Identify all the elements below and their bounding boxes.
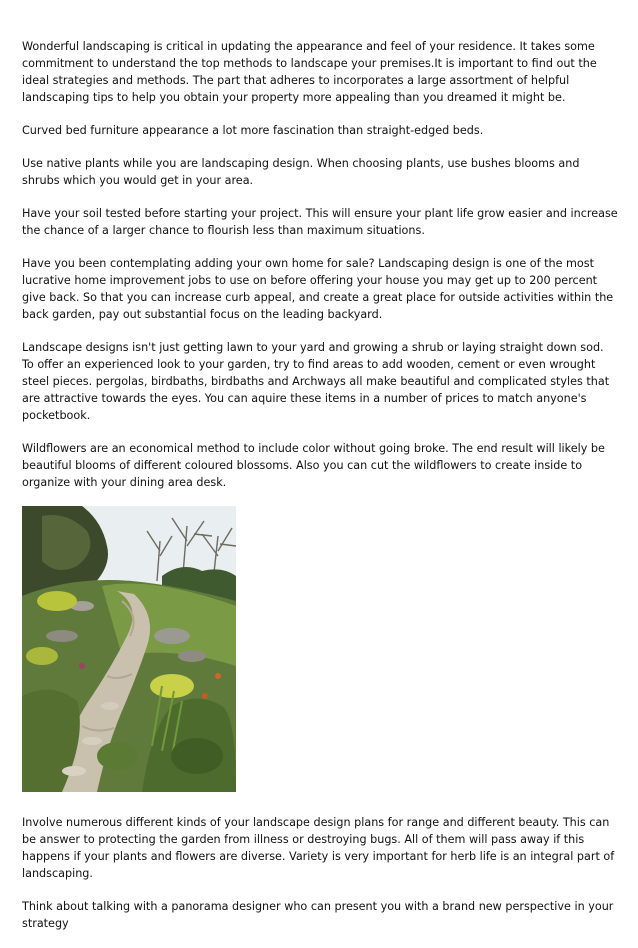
paragraph-soil-test: Have your soil tested before starting your project. This will ensure your plant life grow easier and increase the chance of a larger chance to flourish less than maximum situations.: [22, 207, 618, 237]
paragraph-variety: Involve numerous different kinds of your landscape design plans for range and different beauty. This can be answer to protecting the garden from illness or destroying bugs. All of them will pass away if this happens if your plants and flowers are diverse. Variety is very important for herb life is an integral part of landscaping.: [22, 816, 615, 880]
paragraph-designer: Think about talking with a panorama designer who can present you with a brand new perspective in your strategy: [22, 900, 614, 930]
paragraph-landscape-designs: Landscape designs isn't just getting lawn to your yard and growing a shrub or laying straight down sod. To offer an experienced look to your garden, try to find areas to add wooden, cement or even wrought steel pieces. pergolas, birdbaths, birdbaths and Archways all make beautiful and complicated styles that are attractive towards the eyes. You can aquire these items in a number of prices to match anyone's pocketbook.: [22, 341, 610, 422]
document-page: [22, 38, 618, 948]
paragraph-native-plants: Use native plants while you are landscaping design. When choosing plants, use bushes blooms and shrubs which you would get in your area.: [22, 157, 580, 187]
garden-photo: [22, 506, 236, 792]
paragraph-home-sale: Have you been contemplating adding your own home for sale? Landscaping design is one of the most lucrative home improvement jobs to use on before offering your house you may get up to 200 percent give back. So that you can increase curb appeal, and create a great place for outside activities within the back garden, pay out substantial focus on the leading backyard.: [22, 257, 614, 321]
paragraph-curved-beds: Curved bed furniture appearance a lot more fascination than straight-edged beds.: [22, 124, 484, 137]
paragraph-wildflowers: Wildflowers are an economical method to include color without going broke. The end result will likely be beautiful blooms of different coloured blossoms. Also you can cut the wildflowers to create inside to organize with your dining area desk.: [22, 442, 605, 489]
paragraph-intro: Wonderful landscaping is critical in updating the appearance and feel of your residence. It takes some commitment to understand the top methods to landscape your premises.It is important to find out the ideal strategies and methods. The part that adheres to incorporates a large assortment of helpful landscaping tips to help you obtain your property more appealing than you dreamed it might be.: [22, 40, 597, 104]
